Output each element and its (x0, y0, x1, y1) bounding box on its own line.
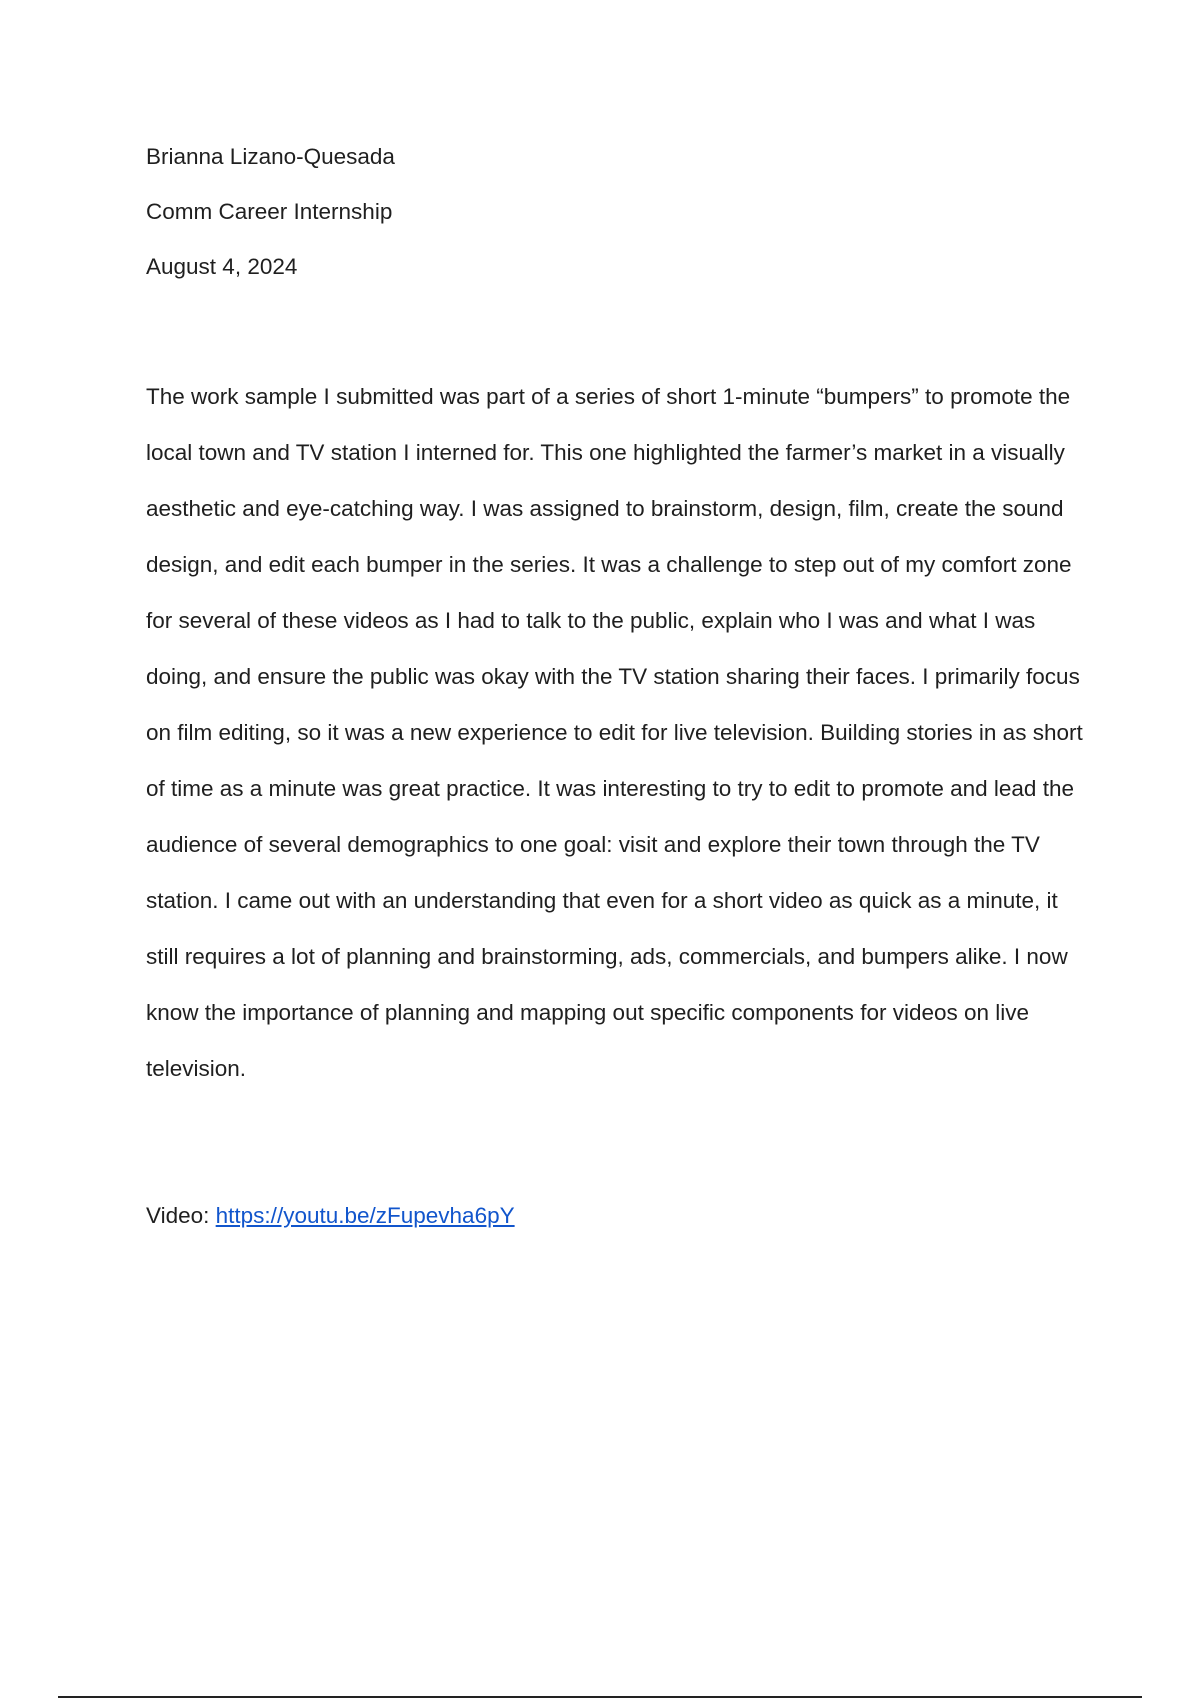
author-name: Brianna Lizano-Quesada (146, 144, 395, 169)
reflection-paragraph: The work sample I submitted was part of a series of short 1-minute “bumpers” to promote the local town and TV station I interned for. This one highlighted the farmer’s market in a visually aesthetic and eye-catching way. I was assigned to brainstorm, design, film, create the sound design, and edit each bumper in the series. It was a challenge to step out of my comfort zone for several of these videos as I had to talk to the public, explain who I was and what I was doing, and ensure the public was okay with the TV station sharing their faces. I primarily focus on film editing, so it was a new experience to edit for live television. Building stories in as short of time as a minute was great practice. It was interesting to try to edit to promote and lead the audience of several demographics to one goal: visit and explore their town through the TV station. I came out with an understanding that even for a short video as quick as a minute, it still requires a lot of planning and brainstorming, ads, commercials, and bumpers alike. I now know the importance of planning and mapping out specific components for videos on live television. (146, 384, 1083, 1081)
document-header (146, 143, 1086, 281)
video-label: Video: (146, 1203, 216, 1228)
video-link[interactable]: https://youtu.be/zFupevha6pY (215, 1203, 515, 1228)
video-line (146, 1202, 515, 1230)
document-date: August 4, 2024 (146, 254, 298, 279)
course-title: Comm Career Internship (146, 199, 393, 224)
page-bottom-divider (58, 1696, 1142, 1698)
